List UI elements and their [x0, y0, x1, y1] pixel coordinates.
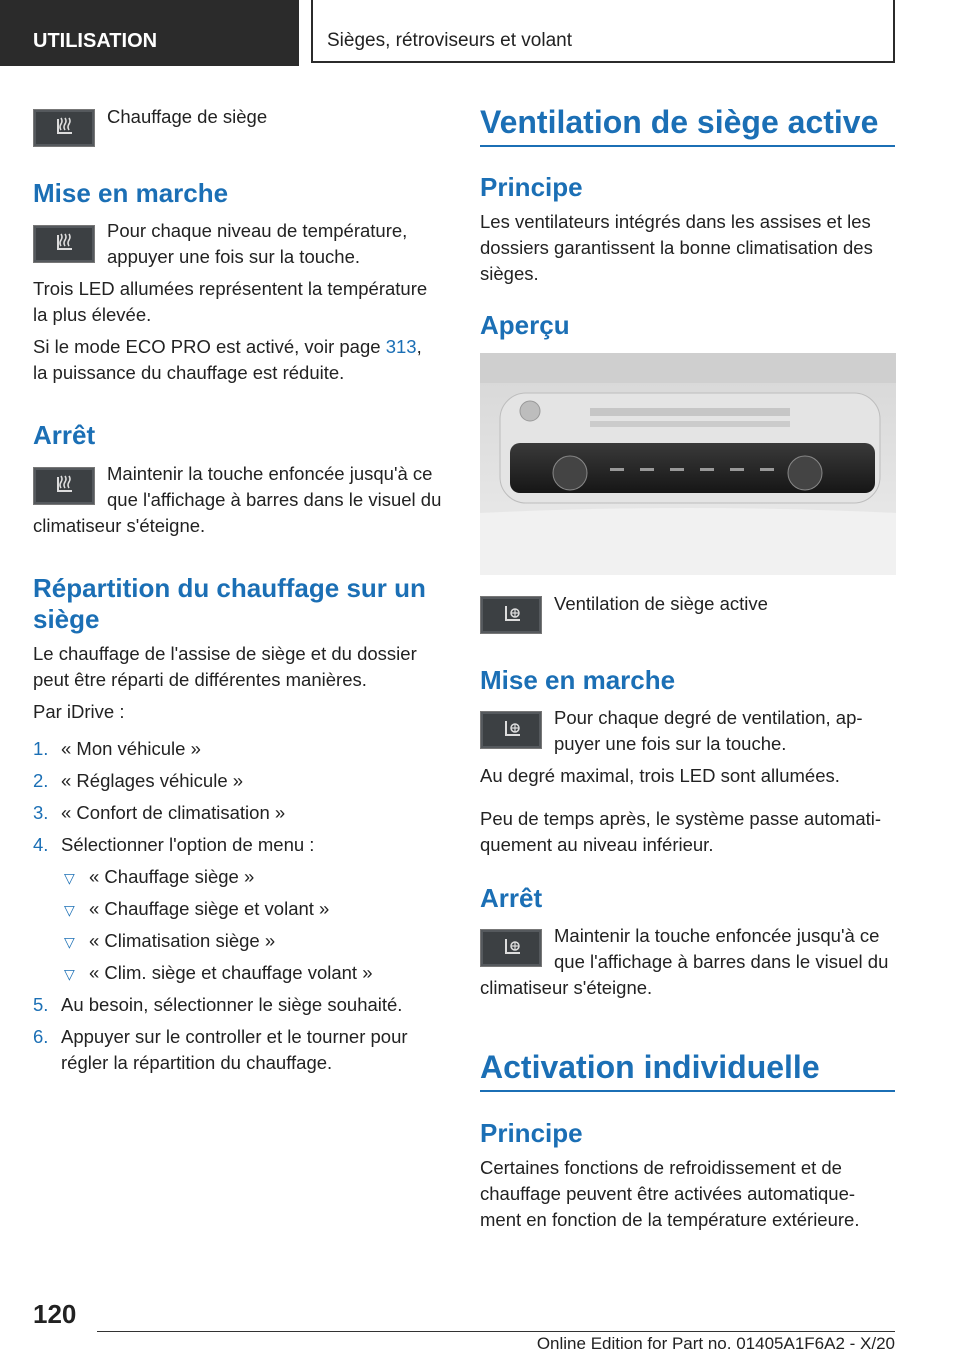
step-number: 6.	[33, 1026, 49, 1047]
off-text-line1: Maintenir la touche enfoncée jusqu'à ce	[107, 463, 433, 484]
off-text-line2: que l'affichage à barres dans le visuel du	[107, 489, 442, 510]
indiv-text-line2: chauffage peuvent être activées automatique-	[480, 1183, 856, 1204]
step-number: 3.	[33, 802, 49, 823]
heading-individual: Activation individuelle	[480, 1049, 820, 1085]
section-tab: UTILISATION	[0, 0, 299, 66]
step-text: « Mon véhicule »	[61, 738, 201, 759]
heading-rule	[480, 145, 895, 147]
on-text: Pour chaque niveau de température, appuyer une fois sur la touche.	[107, 220, 408, 267]
seat-ventilation-button-icon	[480, 711, 542, 749]
principle-text-line3: sièges.	[480, 263, 539, 284]
step-number: 4.	[33, 834, 49, 855]
seat-ventilation-button-icon	[480, 929, 542, 967]
led-text-line1: Trois LED allumées représentent la température	[33, 278, 428, 299]
seat-heating-caption: Chauffage de siège	[107, 106, 268, 127]
edition-text: Online Edition for Part no. 01405A1F6A2 - X/20	[536, 1334, 895, 1353]
heading-principle-2: Principe	[480, 1118, 583, 1148]
idrive-label: Par iDrive :	[33, 701, 125, 722]
step-text: Sélectionner l'option de menu :	[61, 834, 315, 855]
led-text-line2: la plus élevée.	[33, 304, 152, 325]
indiv-text-line1: Certaines fonctions de refroidissement et de	[480, 1157, 842, 1178]
climate-panel-photo	[480, 353, 896, 575]
heading-on: Mise en marche	[33, 178, 229, 208]
max-text: Au degré maximal, trois LED sont allumées.	[480, 765, 840, 786]
step-text: Appuyer sur le controller et le tourner pour	[61, 1026, 408, 1047]
auto-text-line2: quement au niveau inférieur.	[480, 834, 714, 855]
heading-rule	[480, 1090, 895, 1092]
bullet-triangle-icon: ▽	[64, 966, 75, 982]
vent-caption: Ventilation de siège active	[554, 593, 768, 614]
sub-item: « Chauffage siège »	[89, 866, 255, 887]
on-text-right-line2: puyer une fois sur la touche.	[554, 733, 787, 754]
step-text: Au besoin, sélectionner le siège souhaité.	[61, 994, 403, 1015]
step-text: « Confort de climatisation »	[61, 802, 286, 823]
heading-ventilation: Ventilation de siège active	[480, 104, 879, 140]
heading-distribution-line2: siège	[33, 604, 100, 634]
step-text-line2: régler la répartition du chauffage.	[61, 1052, 333, 1073]
step-number: 5.	[33, 994, 49, 1015]
chapter-tab: Sièges, rétroviseurs et volant	[311, 0, 895, 63]
step-text: « Réglages véhicule »	[61, 770, 244, 791]
step-number: 2.	[33, 770, 49, 791]
bullet-triangle-icon: ▽	[64, 934, 75, 950]
sub-item: « Chauffage siège et volant »	[89, 898, 330, 919]
indiv-text-line3: ment en fonction de la température extérieure.	[480, 1209, 860, 1230]
sub-item: « Climatisation siège »	[89, 930, 276, 951]
off-text-line3: climatiseur s'éteigne.	[33, 515, 206, 536]
page-header	[0, 0, 960, 66]
heading-on-right: Mise en marche	[480, 665, 676, 695]
heading-principle: Principe	[480, 172, 583, 202]
heading-distribution: Répartition du chauffage sur un	[33, 573, 426, 603]
eco-text-line2: la puissance du chauffage est réduite.	[33, 362, 345, 383]
off-text-right-line2: que l'affichage à barres dans le visuel du	[554, 951, 889, 972]
dist-text-line1: Le chauffage de l'assise de siège et du dossier	[33, 643, 417, 664]
off-text-right-line3: climatiseur s'éteigne.	[480, 977, 653, 998]
heading-off-right: Arrêt	[480, 883, 543, 913]
sub-item: « Clim. siège et chauffage volant »	[89, 962, 373, 983]
principle-text-line1: Les ventilateurs intégrés dans les assises et les	[480, 211, 871, 232]
eco-text-line1: Si le mode ECO PRO est activé, voir page 313,	[33, 336, 422, 357]
footer-rule	[97, 1331, 895, 1332]
bullet-triangle-icon: ▽	[64, 902, 75, 918]
on-text-right-line1: Pour chaque degré de ventilation, ap-	[554, 707, 863, 728]
heading-overview: Aperçu	[480, 310, 570, 340]
heading-off: Arrêt	[33, 420, 96, 450]
off-text-right-line1: Maintenir la touche enfoncée jusqu'à ce	[554, 925, 880, 946]
seat-heating-button-icon	[33, 467, 95, 505]
seat-heating-button-icon	[33, 225, 95, 263]
dist-text-line2: peut être réparti de différentes manières.	[33, 669, 367, 690]
principle-text-line2: dossiers garantissent la bonne climatisation des	[480, 237, 873, 258]
bullet-triangle-icon: ▽	[64, 870, 75, 886]
step-number: 1.	[33, 738, 49, 759]
seat-ventilation-button-icon	[480, 596, 542, 634]
page-number: 120	[33, 1299, 77, 1329]
auto-text-line1: Peu de temps après, le système passe automati-	[480, 808, 882, 829]
page-link[interactable]: 313	[385, 336, 417, 357]
seat-heating-button-icon	[33, 109, 95, 147]
